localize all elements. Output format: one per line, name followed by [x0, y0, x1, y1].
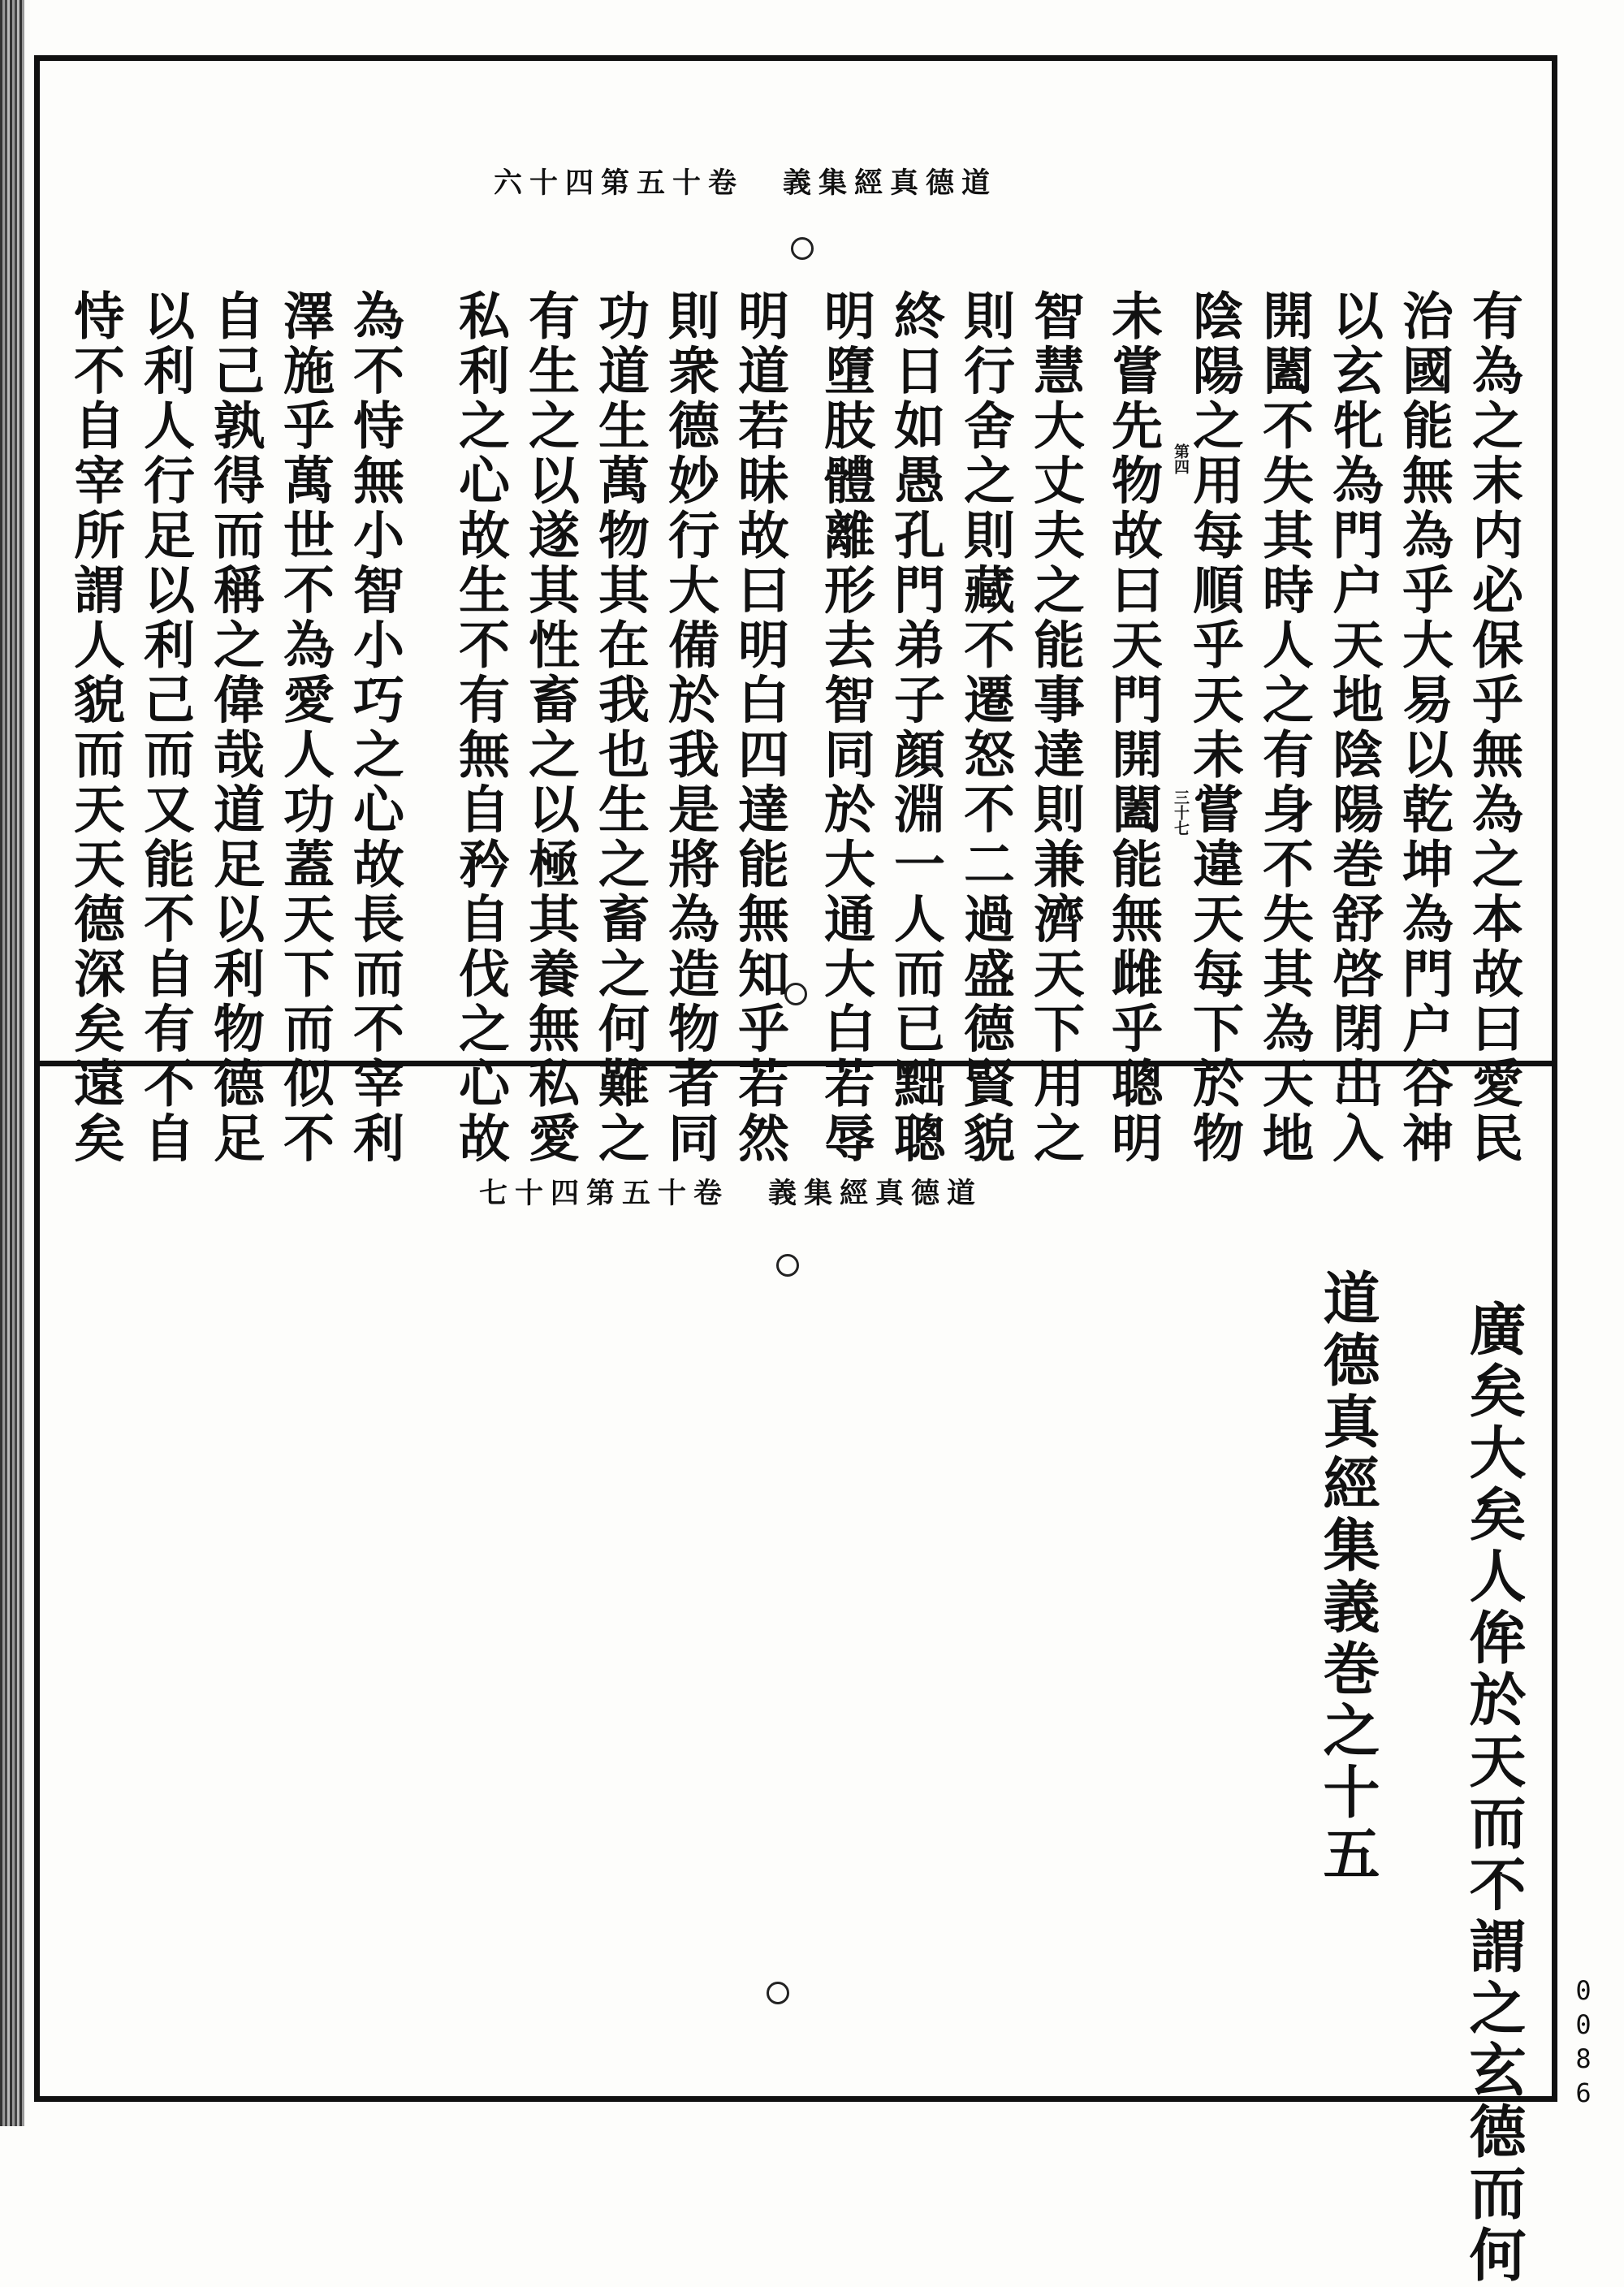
text-column: 為不恃無小智小巧之心故長而不宰利	[345, 289, 405, 1166]
text-column: 未嘗先物故曰天門開闔能無雌乎聰明	[1104, 289, 1164, 1166]
text-column: 智慧大丈夫之能事達則兼濟天下用之	[1026, 289, 1086, 1166]
text-column: 廣矣大矣人侔於天而不謂之玄德而何	[1460, 1299, 1527, 2287]
text-column: 自己孰得而稱之偉哉道足以利物德足	[205, 289, 266, 1166]
top-header-title: 義集經真德道	[783, 166, 998, 200]
text-column: 則衆德妙行大備於我是將為造物者同	[660, 289, 720, 1166]
text-column: 有為之末内必保乎無為之本故曰愛民	[1464, 289, 1524, 1166]
text-column: 明道若昧故曰明白四達能無知乎若然	[730, 289, 790, 1166]
text-column: 以利人行足以利己而又能不自有不自	[136, 289, 196, 1166]
text-column: 功道生萬物其在我也生之畜之何難之	[590, 289, 650, 1166]
top-page-header	[494, 161, 997, 201]
text-column: 私利之心故生不有無自矜自伐之心故	[451, 289, 511, 1166]
page-number: 0086	[1568, 1975, 1599, 2112]
bottom-page-header	[479, 1171, 983, 1212]
inline-note: 第四	[1172, 443, 1190, 474]
text-column: 治國能無為乎大易以乾坤為門户谷神	[1394, 289, 1454, 1166]
text-column: 則行舍之則藏不遷怒不二過盛德賢貌	[956, 289, 1016, 1166]
text-column: 澤施乎萬世不為愛人功蓋天下而似不	[275, 289, 335, 1166]
scan-edge	[0, 0, 24, 2126]
bottom-header-title: 義集經真德道	[768, 1177, 983, 1210]
top-header-volume: 六十四第五十卷	[494, 166, 745, 200]
text-column: 陰陽之用每順乎天未嘗違天每下於物	[1185, 289, 1245, 1166]
text-column: 有生之以遂其性畜之以極其養無私愛	[520, 289, 581, 1166]
inline-note: 三十七	[1172, 789, 1190, 836]
text-column: 以玄牝為門户天地陰陽巻舒啓閉出入	[1324, 289, 1384, 1166]
registration-circle-lower	[776, 1254, 799, 1277]
text-column: 終日如愚孔門弟子顔淵一人而已黜聰	[886, 289, 946, 1166]
text-column: 恃不自宰所謂人貌而天天德深矣遠矣	[66, 289, 126, 1166]
volume-end-title: 道德真經集義巻之十五	[1314, 1269, 1381, 1886]
registration-circle-bottom	[767, 1982, 789, 2004]
text-column: 明墮肢體離形去智同於大通大白若辱	[816, 289, 876, 1166]
registration-circle-top	[791, 237, 814, 260]
bottom-header-volume: 七十四第五十卷	[479, 1177, 730, 1210]
text-column: 開闔不失其時人之有身不失其為天地	[1255, 289, 1315, 1166]
